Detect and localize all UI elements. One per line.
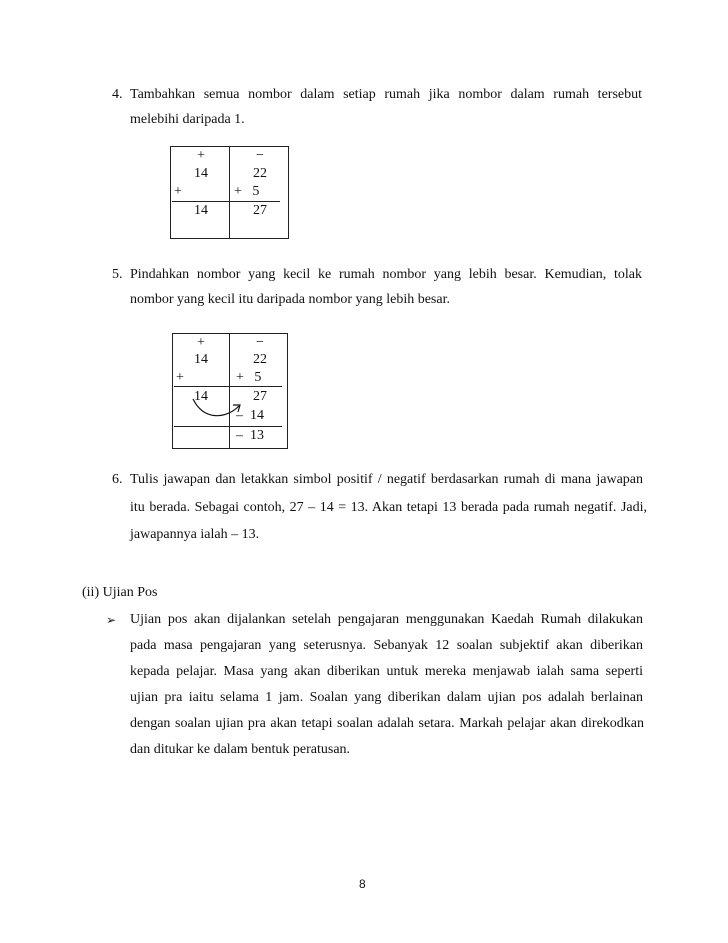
positive-plus-sign: +	[176, 370, 184, 385]
negative-house-value: 22	[253, 166, 267, 181]
moved-subtrahend: – 14	[236, 408, 264, 423]
step-5-text-line-1: Pindahkan nombor yang kecil ke rumah nombor yang lebih besar. Kemudian, tolak	[130, 267, 642, 282]
negative-house-sum: 27	[253, 389, 267, 404]
negative-house-addend: + 5	[234, 184, 260, 199]
paragraph-line: ujian pra iaitu selama 1 jam. Soalan yang diberikan dalam ujian pos adalah berlainan	[130, 690, 643, 705]
paragraph-line: pada masa pengajaran yang seterusnya. Sebanyak 12 soalan subjektif akan diberikan	[130, 638, 643, 653]
step-4-text-line-1: Tambahkan semua nombor dalam setiap rumah jika nombor dalam rumah tersebut	[130, 87, 642, 102]
section-heading: (ii) Ujian Pos	[82, 585, 158, 600]
step-6-text-line-3: jawapannya ialah – 13.	[130, 527, 260, 542]
step-4-text-line-2: melebihi daripada 1.	[130, 112, 245, 127]
difference-line	[174, 426, 282, 427]
step-6-number: 6.	[112, 472, 123, 487]
negative-house-sum: 27	[253, 203, 267, 218]
positive-house-value: 14	[194, 166, 208, 181]
negative-house-addend: + 5	[236, 370, 262, 385]
house-table-divider	[229, 333, 230, 449]
positive-house-sum: 14	[194, 389, 208, 404]
paragraph-line: Ujian pos akan dijalankan setelah pengajaran menggunakan Kaedah Rumah dilakukan	[130, 612, 643, 627]
step-5-number: 5.	[112, 267, 123, 282]
house-table-divider	[229, 146, 230, 239]
difference-result: – 13	[236, 428, 264, 443]
paragraph-line: kepada pelajar. Masa yang akan diberikan untuk mereka menjawab ialah sama seperti	[130, 664, 643, 679]
negative-house-label: −	[256, 148, 264, 163]
step-4-number: 4.	[112, 87, 123, 102]
positive-house-value: 14	[194, 352, 208, 367]
bullet-arrow-icon: ➢	[106, 613, 117, 627]
step-6-text-line-2: itu berada. Sebagai contoh, 27 – 14 = 13. Akan tetapi 13 berada pada rumah negatif. Jadi,	[130, 500, 647, 515]
sum-line	[174, 386, 282, 387]
negative-house-value: 22	[253, 352, 267, 367]
positive-house-label: +	[197, 148, 205, 163]
move-arrow-icon	[190, 395, 250, 421]
step-6-text-line-1: Tulis jawapan dan letakkan simbol positif / negatif berdasarkan rumah di mana jawapan	[130, 472, 643, 487]
positive-house-sum: 14	[194, 203, 208, 218]
paragraph-line: dan ditukar ke dalam bentuk peratusan.	[130, 742, 351, 757]
page-number: 8	[359, 877, 366, 891]
step-5-text-line-2: nombor yang kecil itu daripada nombor yang lebih besar.	[130, 292, 450, 307]
paragraph-line: dengan soalan ujian pra akan tetapi soalan adalah setara. Markah pelajar akan direkodkan	[130, 716, 644, 731]
negative-house-label: −	[256, 335, 264, 350]
sum-line	[172, 201, 280, 202]
positive-plus-sign: +	[174, 184, 182, 199]
positive-house-label: +	[197, 335, 205, 350]
